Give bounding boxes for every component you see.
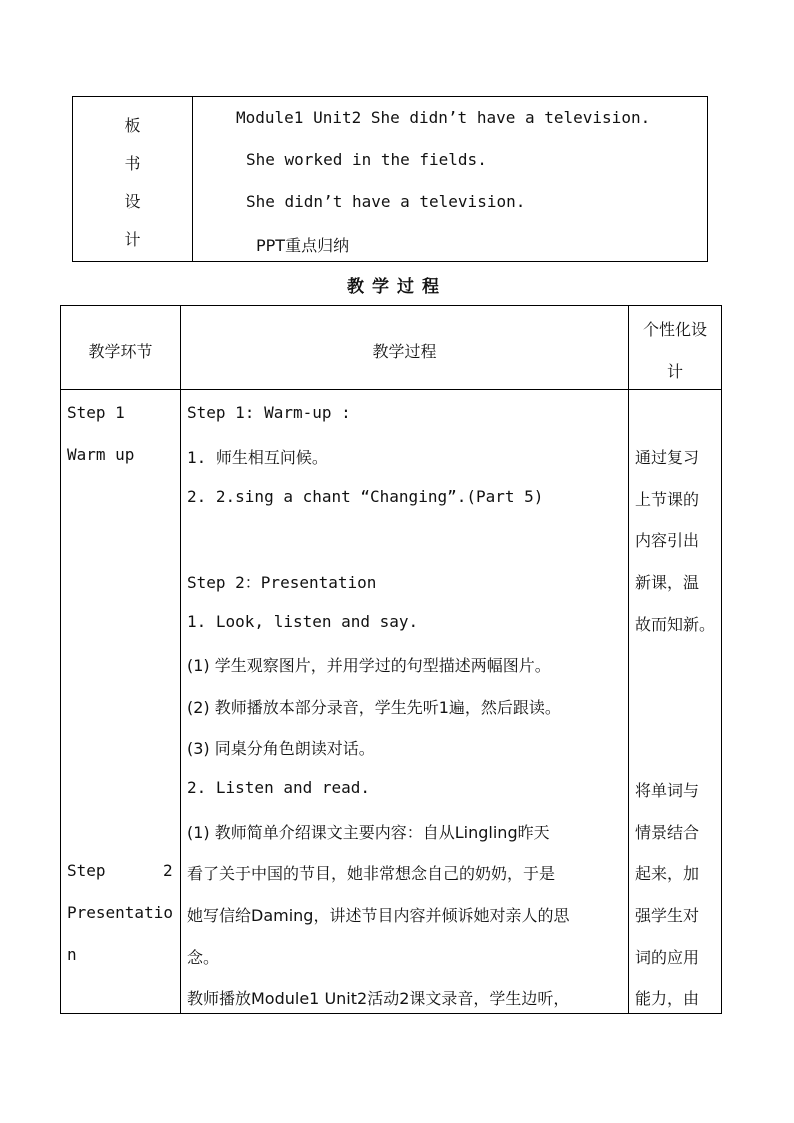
process-line: (1) 教师简单介绍课文主要内容：自从Lingling昨天: [187, 823, 550, 842]
header-divider: [61, 389, 721, 390]
board-line: She didn’t have a television.: [246, 192, 526, 211]
process-line: (1) 学生观察图片，并用学过的句型描述两幅图片。: [187, 656, 551, 675]
design-note-line: 词的应用: [635, 948, 700, 967]
design-note-line: 情景结合: [635, 823, 700, 842]
board-label-char: 设: [124, 192, 141, 211]
header-personalized: 个性化设: [642, 320, 707, 339]
header-stage: 教学环节: [88, 342, 153, 361]
process-line: 教师播放Module1 Unit2活动2课文录音，学生边听，: [187, 989, 570, 1008]
column-divider: [628, 306, 629, 1013]
process-line: Step 2：Presentation: [187, 573, 377, 592]
board-label-column: [73, 97, 192, 261]
board-line: She worked in the fields.: [246, 150, 487, 169]
section-title: 教学过程: [347, 277, 447, 297]
process-line: 看了关于中国的节目，她非常想念自己的奶奶，于是: [187, 864, 556, 883]
process-line: 1. Look, listen and say.: [187, 612, 419, 631]
design-note-line: 故而知新。: [635, 615, 716, 634]
process-line: 她写信给Daming，讲述节目内容并倾诉她对亲人的思: [187, 906, 570, 925]
step2-name-cont: n: [67, 945, 77, 964]
step2-name: Presentatio: [67, 903, 173, 922]
board-label-char: 板: [124, 116, 141, 135]
design-note-line: 起来，加: [635, 864, 700, 883]
design-note-line: 上节课的: [635, 490, 700, 509]
process-line: 念。: [187, 948, 220, 967]
design-note-line: 强学生对: [635, 906, 700, 925]
step1-title: Step 1: [67, 403, 125, 422]
header-process: 教学过程: [372, 342, 437, 361]
process-line: (2) 教师播放本部分录音，学生先听1遍，然后跟读。: [187, 698, 561, 717]
board-label-char: 书: [124, 154, 141, 173]
design-note-line: 新课，温: [635, 573, 700, 592]
process-line: 1. 师生相互问候。: [187, 448, 328, 467]
process-line: 2. 2.sing a chant “Changing”.(Part 5): [187, 487, 544, 506]
design-note-line: 能力，由: [635, 989, 700, 1008]
board-label-char: 计: [124, 230, 141, 249]
step2-number: 2: [163, 861, 173, 880]
design-note-line: 内容引出: [635, 531, 700, 550]
column-divider: [180, 306, 181, 1013]
board-divider: [192, 97, 193, 261]
step1-name: Warm up: [67, 445, 135, 464]
board-design-table: [72, 96, 708, 262]
board-line: Module1 Unit2 She didn’t have a television.: [236, 108, 651, 127]
teaching-process-table: [60, 305, 722, 1014]
header-personalized-cont: 计: [666, 362, 683, 381]
process-line: Step 1: Warm-up :: [187, 403, 351, 422]
step2-title: Step: [67, 861, 106, 880]
process-line: (3) 同桌分角色朗读对话。: [187, 739, 375, 758]
process-line: 2. Listen and read.: [187, 778, 371, 797]
board-line: PPT重点归纳: [256, 236, 350, 255]
design-note-line: 通过复习: [635, 448, 700, 467]
design-note-line: 将单词与: [635, 781, 700, 800]
